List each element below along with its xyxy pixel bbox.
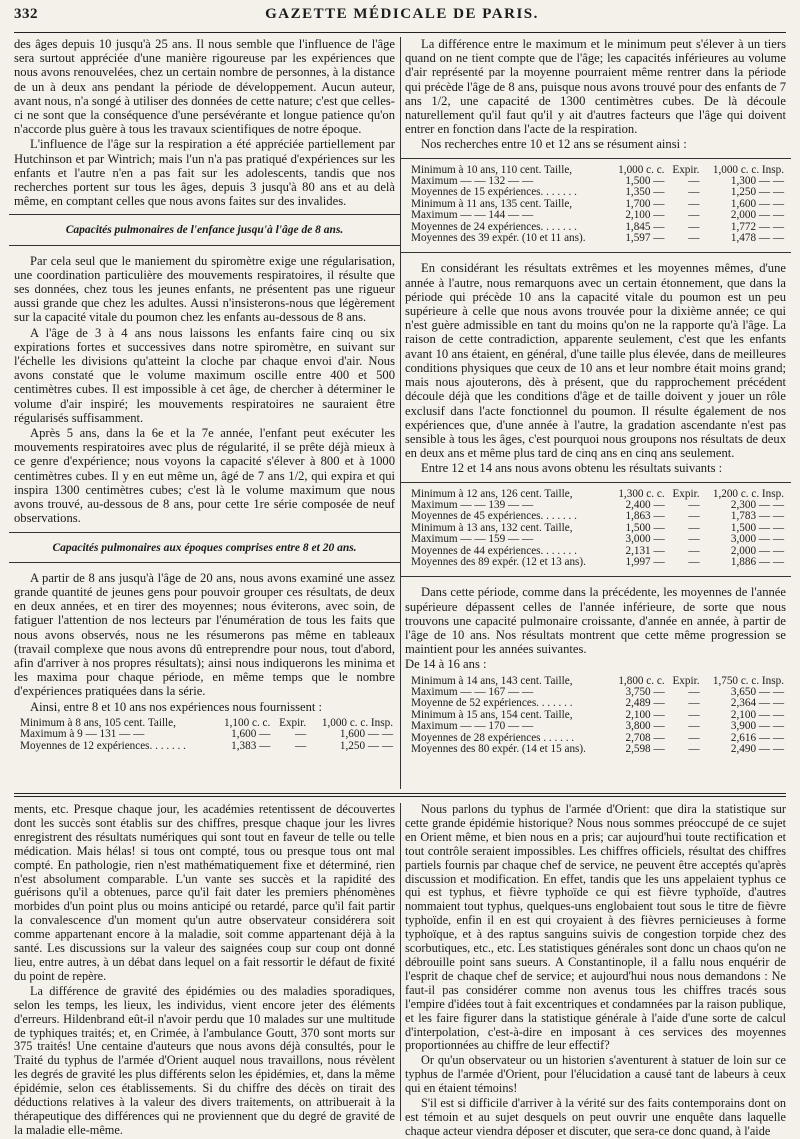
table-cell: 1,250 — — <box>730 186 784 199</box>
results-table <box>409 165 786 245</box>
table-cell: Expir. <box>279 716 307 729</box>
table-cell: Moyennes de 28 expériences . . . . . . <box>411 731 575 744</box>
table-cell: 1,783 — — <box>730 510 784 523</box>
table-box <box>400 158 791 254</box>
paragraph: Or qu'un observateur ou un historien s'aventurent à statuer de loin sur ce typhus de l'armée d'Orient, pour l'élucidation a causé tant de labeurs à ceux qui en étaient témoins! <box>405 1053 786 1096</box>
paragraph: Nos recherches entre 10 et 12 ans se résument ainsi : <box>421 137 687 152</box>
results-table <box>409 489 786 569</box>
bottom-left-column <box>14 802 395 1137</box>
paragraph: A partir de 8 ans jusqu'à l'âge de 20 ans, nous avons examiné une assez grande quantité de jeunes gens pour pouvoir grouper ces résultats, de deux en deux années, et en tirer des moyennes; nous éviterons, avec soin, de fatiguer l'attention de nos lecteurs par l'énumération de tous les faits que nous avons observés, nous ne les résumerons pas même en tableaux (travail complexe que nous avons dû entreprendre pour nous, tout d'abord, afin d'arriver à nos propres résultats); ainsi nous indiquerons les minima et les maxima pour chaque période, en même temps que le nombre d'expériences pratiquées dans la série. <box>14 570 395 699</box>
section-heading-box <box>9 532 400 563</box>
paragraph: Dans cette période, comme dans la précédente, les moyennes de l'année supérieure dépassent celles de l'année inférieure, de sorte que nous trouvons une capacité pulmonaire croissante, d'année en année, à partir de l'âge de 10 ans. Nos résultats montrent que cette même progression se maintient pour les années suivantes. <box>405 585 786 657</box>
table-cell: — <box>688 697 700 710</box>
table-cell: — <box>688 708 700 721</box>
table-cell: 1,750 c. c. Insp. <box>712 674 784 687</box>
table-cell: 3,800 — <box>625 720 665 733</box>
table-cell: 2,100 — <box>625 209 665 222</box>
table-row <box>18 729 395 740</box>
table-cell: Expir. <box>672 163 700 176</box>
table-cell: Expir. <box>672 487 700 500</box>
table-cell: Maximum — — 132 — — <box>411 175 534 188</box>
paragraph: Après 5 ans, dans la 6e et la 7e année, l'enfant peut exécuter les mouvements respiratoires avec plus de régularité, il se prête déjà mieux à ce genre d'expérience; nous voyons la capacité s'élever à 800 et à 1000 centimètres cubes. Il y en eut même un, âgé de 7 ans 1/2, qui expira et qui inspira 1300 centimètres cubes; c'est là le volume maximum que nous avons trouvé, au-dessous de 8 ans, pour cette 1re série composée de neuf observations. <box>14 426 395 526</box>
table-cell: 2,616 — — <box>730 731 784 744</box>
table-row <box>409 233 786 244</box>
paragraph: A l'âge de 3 à 4 ans nous laissons les enfants faire cinq ou six expirations fortes et successives dans notre spiromètre, en suivant sur l'échelle les divisions qu'atteint la cloche par chaque envoi d'air. Nous avons constaté que le volume maximum oscille entre 400 et 500 centimètres cubes. Il est impossible à cet âge, de chercher à déterminer le volume d'air inspiré; les mouvements respiratoires ne sauraient être régularisés suffisamment. <box>14 325 395 425</box>
table-cell: — <box>294 728 307 741</box>
paragraph: Entre 12 et 14 ans nous avons obtenu les résultats suivants : <box>421 461 723 476</box>
table-cell: 1,200 c. c. Insp. <box>712 487 784 500</box>
table-cell: — <box>294 739 307 752</box>
paragraph: des âges depuis 10 jusqu'à 25 ans. Il nous semble que l'influence de l'âge sera surtout appréciée d'une manière rigoureuse par les expériences que nous avons renouvelées, chez un certain nombre de personnes, à la distance de un à deux ans pendant la période de développement. Aucun auteur, avant nous, n'a songé à utiliser des données de cette nature; c'est que celles-ci ne sont que la conséquence d'une persévérante et longue patience qu'on n'accorde plus guère à tous les travaux scientifiques de notre époque. <box>14 37 395 137</box>
table-cell: — <box>688 743 700 756</box>
section-heading: Capacités pulmonaires aux époques comprises entre 8 et 20 ans. <box>52 541 357 554</box>
table-row <box>18 741 395 752</box>
table-cell: Maximum à 9 — 131 — — <box>20 728 145 741</box>
table-cell: 1,478 — — <box>730 232 784 245</box>
table-box <box>400 482 791 578</box>
table-cell: — <box>688 555 700 568</box>
table-cell: — <box>688 498 700 511</box>
table-cell: 1,250 — — <box>339 739 393 752</box>
table-cell: 1,100 c. c. <box>224 716 271 729</box>
table-cell: 3,900 — — <box>730 720 784 733</box>
table-cell: — <box>688 186 700 199</box>
table-cell: — <box>688 510 700 523</box>
table-cell: 3,000 — — <box>730 533 784 546</box>
table-cell: 2,708 — <box>625 731 665 744</box>
table-cell: 2,000 — — <box>730 209 784 222</box>
table-cell: 2,100 — — <box>730 708 784 721</box>
paragraph: La différence entre le maximum et le minimum peut s'élever à un tiers quand on ne tient compte que de l'âge; les capacités inférieures au volume d'air représenté par la moyenne pourraient même rentrer dans la période qui précède l'âge de 8 ans, puisque nous avons trouvé pour des enfants de 7 ans 1/2, une capacité de 1300 centimètres cubes. De là découle naturellement qu'il faut qu'il y ait d'autres facteurs que l'âge qui doivent entrer en fonction dans l'acte de la respiration. <box>405 37 786 137</box>
table-cell: 1,863 — <box>625 510 665 523</box>
paragraph: L'influence de l'âge sur la respiration a été appréciée partiellement par Hutchinson et par Wintrich; mais l'un n'a pas pratiqué d'expériences sur les enfants et l'autre n'en a pas fait sur les adolescents, tandis que nos recherches portent sur tous les âges, depuis 3 jusqu'à 80 ans et au delà même, en comptant celles que nous avons faites sur des invalides. <box>14 137 395 209</box>
paragraph: Nous parlons du typhus de l'armée d'Orient: que dira la statistique sur cette grande épidémie historique? Nous nous sommes préoccupé de ce sujet en Orient même, et bien nous en a pris; car aujourd'hui toute rectification et tout contrôle seraient impossibles. Les chiffres officiels, résultat des chiffres partiels fournis par chaque chef de service, ne peuvent être acceptés qu'après discussion et modification. En effet, tandis que les uns appelaient typhus ce qui est typhus, et fièvre typhoïde ce qui est fièvre typhoïde, d'autres nommaient tout typhus, quelques-uns englobaient tout sous le titre de fièvre typhoïde, enfin il en est qui croyaient à des fièvres pernicieuses à forme typhoïque, et à des raptus sanguins suivis de congestion torpide chez des scorbutiques, etc., etc. Les statistiques générales sont donc un chaos qu'on ne débrouille point sans sueurs. A Constantinople, il a fallu nous enquérir de l'esprit de chaque chef de service; et aujourd'hui nous nous demandons : Ne faut-il pas considérer comme non avenus tous les chiffres tracés sous l'empire d'idées tout à fait excentriques et condamnées par la raison publique, et les faire figurer dans la statistique générale à l'aide d'une sorte de calcul d'interpolation, c'est-à-dire en imposant à ces services des moyennes proportionnées au chiffre de leur effectif? <box>405 802 786 1053</box>
table-cell: 2,000 — — <box>730 544 784 557</box>
table-cell: Minimum à 12 ans, 126 cent. Taille, <box>411 487 573 500</box>
table-cell: — <box>688 685 700 698</box>
table-cell: 2,300 — — <box>730 498 784 511</box>
table-cell: 3,750 — <box>625 685 665 698</box>
table-cell: Minimum à 8 ans, 105 cent. Taille, <box>20 716 176 729</box>
page-number: 332 <box>14 6 38 22</box>
paragraph: La différence de gravité des épidémies ou des maladies sporadiques, selon les temps, les lieux, les individus, vient encore jeter des éléments d'erreurs. Hildenbrand eût-il n'avoir perdu que 10 malades sur une multitude de typhiques traités; et, en Crimée, à l'ambulance Goutt, 370 sont morts sur 375 traités! Une centaine d'auteurs que nous avons déjà consultés, pour le Traité du typhus de l'armée d'Orient auquel nous travaillons, nous révèlent les degrés de gravité les plus différents selon les épidémies, et, dans la même épidémie, selon ces établissements. Si du chiffre des décès on tirait des déductions relatives à la valeur des divers traitements, on attribuerait à la thérapeutique des différences qui ne proviennent que du degré de gravité de la maladie elle-même. <box>14 983 395 1137</box>
bottom-right-column <box>405 802 786 1138</box>
table-cell: Moyennes de 44 expériences. . . . . . . <box>411 544 577 557</box>
table-cell: Moyennes des 39 expér. (10 et 11 ans). <box>411 232 586 245</box>
table-cell: Moyennes des 89 expér. (12 et 13 ans). <box>411 555 586 568</box>
table-cell: Minimum à 15 ans, 154 cent. Taille, <box>411 708 573 721</box>
table-cell: — <box>688 521 700 534</box>
right-column <box>405 37 786 789</box>
table-cell: 1,800 c. c. <box>618 674 665 687</box>
journal-title: GAZETTE MÉDICALE DE PARIS. <box>265 6 539 22</box>
table-cell: Moyennes de 24 expériences. . . . . . . <box>411 220 577 233</box>
table-cell: Minimum à 10 ans, 110 cent. Taille, <box>411 163 573 176</box>
section-divider <box>14 793 786 797</box>
paragraph: De 14 à 16 ans : <box>405 657 487 672</box>
table-cell: 1,000 c. c. Insp. <box>712 163 784 176</box>
table-cell: 2,400 — <box>625 498 665 511</box>
table-cell: Maximum — — 144 — — <box>411 209 534 222</box>
table-cell: 1,300 — — <box>730 175 784 188</box>
table-cell: — <box>688 175 700 188</box>
table-cell: 2,490 — — <box>730 743 784 756</box>
column-rule <box>400 803 401 1121</box>
paragraph: En considérant les résultats extrêmes et les moyennes mêmes, d'une année à l'autre, nous remarquons avec un certain étonnement, que dans la période qui précède 10 ans la capacité vitale du poumon est un peu supérieure à celle que nous avons trouvée pour la dixième année; ce qui n'est guère admissible en tant du moins qu'on ne la rapporte qu'à l'âge. La raison de cette contradiction, apparente seulement, c'est que les enfants avant 10 ans étaient, en général, d'une taille plus élevée, dans de meilleures conditions physiques que ceux de 10 ans et leur nombre était moins grand; mais nous ajouterons, dès à présent, que du rapprochement précédent découle déjà que les conditions d'âge et de taille doivent y jouer un rôle exclusif dans l'acte fonctionnel du poumon. Il résulte également de nos expériences que, d'une année à l'autre, la gradation ascendante n'est pas sensible à tous les âges, c'est pourquoi nous groupons nos résultats de deux en deux ans et même plus tard de cinq ans en cinq ans seulement. <box>405 261 786 461</box>
table-cell: Maximum — — 159 — — <box>411 533 534 546</box>
table-cell: 1,000 c. c. <box>618 163 665 176</box>
table-cell: Moyennes de 45 expériences. . . . . . . <box>411 510 577 523</box>
paragraph: ments, etc. Presque chaque jour, les académies retentissent de découvertes dont les succès sont établis sur des chiffres, presque chaque jour les livres enregistrent des résultats numériques qui sont tout en faveur de telle ou telle médication. Mais hélas! si tous ont compté, tous ou presque tous ont mal compté. En pathologie, rien n'est mathématiquement fixe et déterminé, rien n'est absolument comparable. L'un vante ses succès et la rapidité des guérisons qu'il a obtenues, parce qu'il fait dater les premiers phénomènes morbides d'un point plus ou moins anticipé ou retardé, parce qu'il fait partir la convalescence d'un moment qu'un autre observateur considérera soit comme appartenant encore à la maladie, soit comme appartenant déjà à la santé. Les discussions sur la valeur des saignées coup sur coup ont donné lieu, entre autres, à un débat dans lequel on a fait ressortir le défaut de fixité du point de repère. <box>14 802 395 983</box>
results-table <box>18 718 395 752</box>
table-cell: 1,772 — — <box>730 220 784 233</box>
table-cell: Moyennes de 15 expériences. . . . . . . <box>411 186 577 199</box>
table-cell: Expir. <box>672 674 700 687</box>
paragraph: Par cela seul que le maniement du spiromètre exige une régularisation, une coordination particulière des mouvements respiratoires, il résulte que ses données, chez tous les jeunes enfants, ne présentent pas une rigueur aussi grande que chez les adultes. Aussi n'insisterons-nous que légèrement sur la capacité vitale du poumon chez les enfants au-dessous de 8 ans. <box>14 253 395 325</box>
table-cell: Minimum à 14 ans, 143 cent. Taille, <box>411 674 573 687</box>
table-cell: 1,500 — <box>625 175 665 188</box>
table-cell: 1,350 — <box>625 186 665 199</box>
table-row <box>409 534 786 545</box>
left-column <box>14 37 395 789</box>
table-cell: 1,997 — <box>625 555 665 568</box>
table-row <box>409 557 786 568</box>
table-cell: 1,600 — — <box>339 728 393 741</box>
table-cell: — <box>688 533 700 546</box>
table-cell: Minimum à 11 ans, 135 cent. Taille, <box>411 197 573 210</box>
table-cell: 3,000 — <box>625 533 665 546</box>
table-cell: — <box>688 232 700 245</box>
table-cell: Moyennes des 80 expér. (14 et 15 ans). <box>411 743 586 756</box>
table-cell: Maximum — — 139 — — <box>411 498 534 511</box>
table-cell: 1,383 — <box>231 739 271 752</box>
table-cell: 1,500 — — <box>730 521 784 534</box>
table-cell: Moyennes de 12 expériences. . . . . . . <box>20 739 186 752</box>
table-cell: 2,489 — <box>625 697 665 710</box>
table-row <box>409 744 786 755</box>
page-header <box>14 6 786 33</box>
table-cell: — <box>688 544 700 557</box>
table-cell: 1,000 c. c. Insp. <box>321 716 393 729</box>
table-cell: 1,500 — <box>625 521 665 534</box>
table-cell: 1,300 c. c. <box>618 487 665 500</box>
table-cell: — <box>688 197 700 210</box>
top-columns <box>14 37 786 789</box>
table-cell: 2,131 — <box>625 544 665 557</box>
section-heading: Capacités pulmonaires de l'enfance jusqu'à l'âge de 8 ans. <box>65 224 344 237</box>
table-cell: — <box>688 209 700 222</box>
table-cell: Maximum — — 170 — — <box>411 720 534 733</box>
table-cell: Minimum à 13 ans, 132 cent. Taille, <box>411 521 573 534</box>
table-cell: 3,650 — — <box>730 685 784 698</box>
table-cell: 1,845 — <box>625 220 665 233</box>
table-cell: 1,600 — — <box>730 197 784 210</box>
column-rule <box>400 37 401 789</box>
table-cell: 1,597 — <box>625 232 665 245</box>
table-cell: 2,364 — — <box>730 697 784 710</box>
table-cell: — <box>688 720 700 733</box>
table-cell: — <box>688 220 700 233</box>
results-table <box>409 676 786 756</box>
table-cell: 1,600 — <box>231 728 271 741</box>
table-cell: 1,886 — — <box>730 555 784 568</box>
table-cell: 2,598 — <box>625 743 665 756</box>
table-cell: Maximum — — 167 — — <box>411 685 534 698</box>
table-cell: Moyenne de 52 expériences. . . . . . . <box>411 697 573 710</box>
table-row <box>409 721 786 732</box>
table-cell: — <box>688 731 700 744</box>
section-heading-box <box>9 214 400 245</box>
table-row <box>409 210 786 221</box>
bottom-columns <box>14 802 786 1138</box>
paragraph: S'il est si difficile d'arriver à la vérité sur des faits contemporains dont on est témoin et au sujet desquels on peut ouvrir une enquête dans laquelle chaque acteur viendra déposer et discuter, que sera-ce donc quand, à l'aide <box>405 1096 786 1138</box>
paragraph: Ainsi, entre 8 et 10 ans nos expériences nous fournissent : <box>30 699 323 714</box>
table-cell: 2,100 — <box>625 708 665 721</box>
table-cell: 1,700 — <box>625 197 665 210</box>
